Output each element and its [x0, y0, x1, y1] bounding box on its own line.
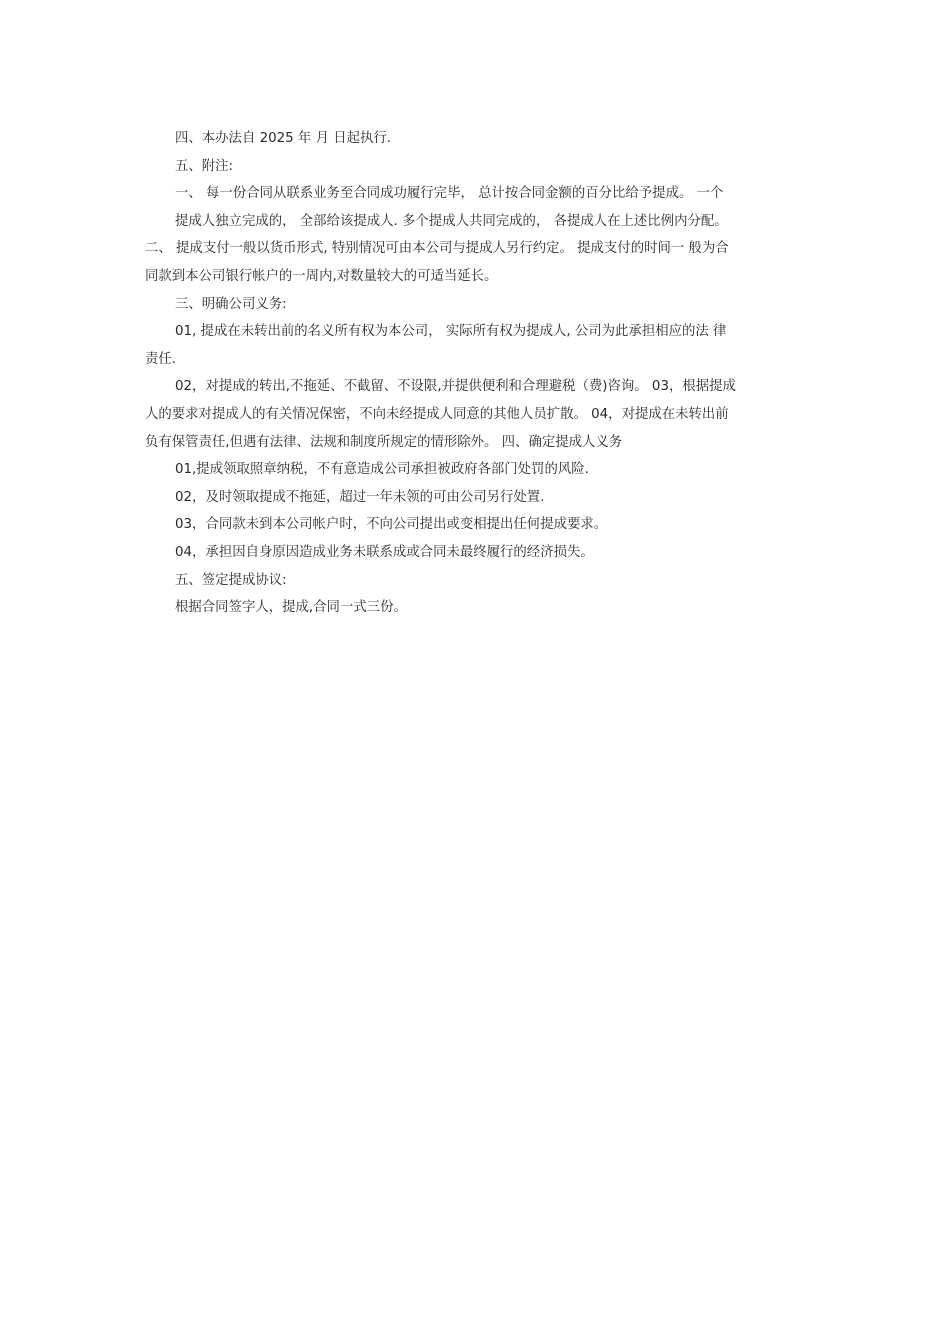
clause-effective-date: 四、本办法自 2025 年 月 日起执行. [175, 131, 392, 146]
recipient-obligation-04: 04，承担因自身原因造成业务未联系成或合同未最终履行的经济损失。 [175, 544, 594, 560]
notes-heading: 五、附注: [175, 158, 234, 174]
recipient-obligation-02: 02，及时领取提成不拖延，超过一年未领的可由公司另行处置. [175, 489, 545, 505]
note-one-line-1: 一、 每一份合同从联系业务至合同成功履行完毕， 总计按合同金额的百分比给予提成。 一个 [175, 186, 724, 202]
note-two-line-1: 二、 提成支付一般以货币形式, 特别情况可由本公司与提成人另行约定。 提成支付的时间一 般为合 [145, 241, 729, 257]
recipient-obligation-03: 03，合同款未到本公司帐户时，不向公司提出或变相提出任何提成要求。 [175, 517, 608, 533]
company-obligation-01-line-2: 责任. [145, 351, 177, 367]
agreement-heading: 五、签定提成协议: [175, 572, 287, 588]
document-body [145, 125, 805, 622]
company-obligation-02-line-3: 负有保管责任,但遇有法律、法规和制度所规定的情形除外。 四、确定提成人义务 [145, 434, 623, 450]
recipient-obligation-01: 01,提成领取照章纳税，不有意造成公司承担被政府各部门处罚的风险. [175, 462, 589, 478]
note-two-line-2: 同款到本公司银行帐户的一周内,对数量较大的可适当延长。 [145, 268, 498, 284]
company-obligations-heading: 三、明确公司义务: [175, 296, 287, 312]
company-obligation-02-line-1: 02，对提成的转出,不拖延、不截留、不设限,并提供便利和合理避税（费)咨询。 03，根据提成 [175, 379, 736, 395]
note-one-line-2: 提成人独立完成的， 全部给该提成人. 多个提成人共同完成的， 各提成人在上述比例内分配。 [175, 213, 728, 229]
company-obligation-01-line-1: 01, 提成在未转出前的名义所有权为本公司， 实际所有权为提成人, 公司为此承担相应的法 律 [175, 324, 727, 340]
agreement-text: 根据合同签字人，提成,合同一式三份。 [175, 600, 407, 616]
company-obligation-02-line-2: 人的要求对提成人的有关情况保密，不向未经提成人同意的其他人员扩散。 04，对提成在未转出前 [145, 406, 729, 422]
